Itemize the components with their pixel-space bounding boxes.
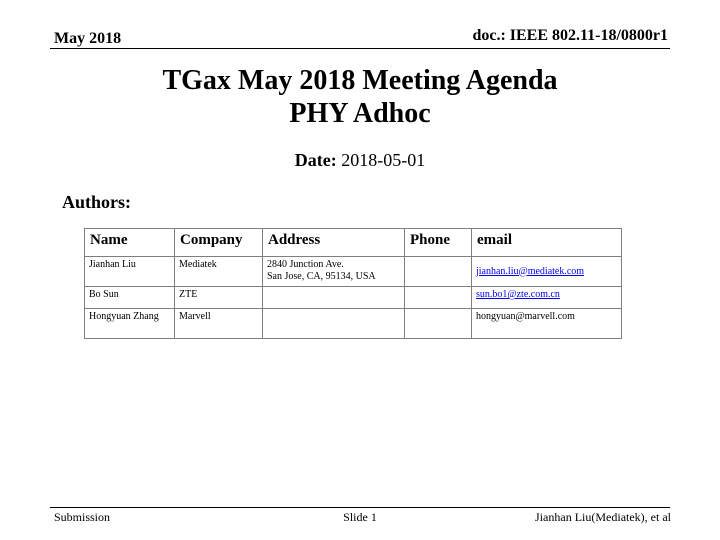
col-header-address: Address (263, 229, 405, 257)
cell-email (472, 257, 622, 287)
cell-name: Bo Sun (85, 287, 175, 309)
cell-email: hongyuan@marvell.com (472, 309, 622, 339)
email-link[interactable]: sun.bo1@zte.com.cn (476, 289, 560, 300)
cell-address (263, 287, 405, 309)
cell-company: Mediatek (175, 257, 263, 287)
cell-email (472, 287, 622, 309)
email-link[interactable]: jianhan.liu@mediatek.com (476, 265, 585, 277)
cell-phone (405, 257, 472, 287)
address-line-2: San Jose, CA, 95134, USA (267, 271, 376, 282)
authors-heading: Authors: (62, 192, 132, 212)
title-line-1: TGax May 2018 Meeting Agenda (162, 65, 558, 96)
cell-address (263, 309, 405, 339)
table-header-row (85, 229, 622, 257)
cell-phone (405, 287, 472, 309)
date-label: Date: (294, 150, 337, 170)
cell-phone (405, 309, 472, 339)
table-row (85, 257, 622, 287)
cell-address (263, 257, 405, 287)
cell-company: ZTE (175, 287, 263, 309)
col-header-company: Company (175, 229, 263, 257)
date-value: 2018-05-01 (341, 150, 426, 170)
title-line-2: PHY Adhoc (289, 98, 431, 129)
header-rule (50, 48, 670, 49)
col-header-phone: Phone (405, 229, 472, 257)
footer-author: Jianhan Liu(Mediatek), et al (535, 510, 671, 524)
cell-name: Jianhan Liu (85, 257, 175, 287)
authors-table (84, 228, 622, 339)
cell-company: Marvell (175, 309, 263, 339)
footer-rule (50, 507, 670, 508)
footer-submission: Submission (54, 510, 111, 524)
table-row (85, 309, 622, 339)
date-line (0, 150, 720, 171)
header-date: May 2018 (54, 30, 122, 47)
cell-name: Hongyuan Zhang (85, 309, 175, 339)
footer-slide-number: Slide 1 (343, 510, 377, 524)
col-header-email: email (472, 229, 622, 257)
table-row (85, 287, 622, 309)
header-doc-id: doc.: IEEE 802.11-18/0800r1 (472, 27, 668, 44)
slide-title (0, 64, 720, 130)
col-header-name: Name (85, 229, 175, 257)
address-line-1: 2840 Junction Ave. (267, 259, 344, 270)
